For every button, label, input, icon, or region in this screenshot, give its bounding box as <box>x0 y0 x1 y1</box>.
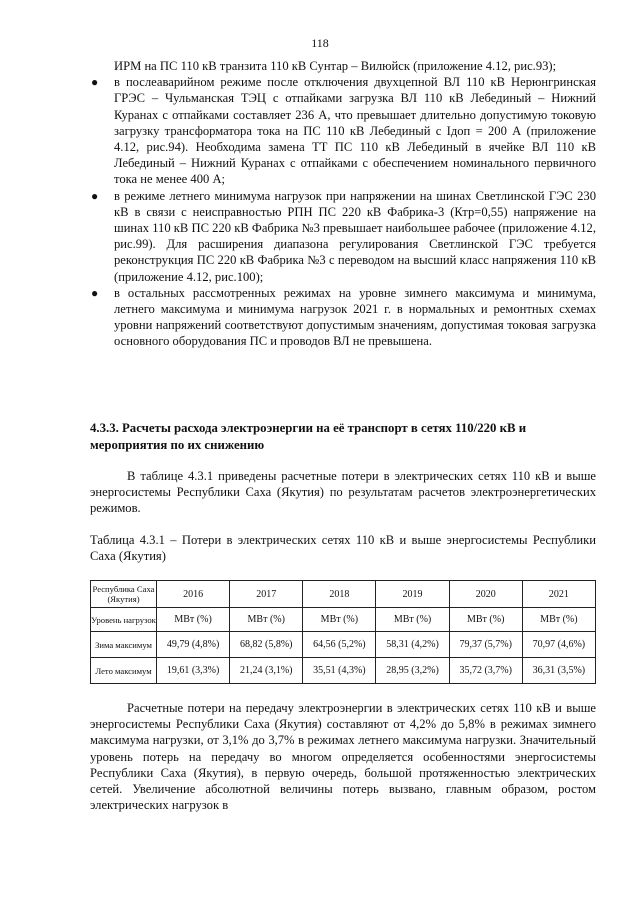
table-unit-row <box>91 608 596 632</box>
table-row <box>91 658 596 684</box>
list-item <box>90 188 596 285</box>
losses-table <box>90 580 596 684</box>
table-cell: 58,31 (4,2%) <box>376 632 449 658</box>
list-item <box>90 285 596 350</box>
table-cell: 79,37 (5,7%) <box>449 632 522 658</box>
paragraph-intro: В таблице 4.3.1 приведены расчетные потери в электрических сетях 110 кВ и выше энергосистемы Республики Саха (Якутия) по результатам расчетов электроэнергетических режимов. <box>90 469 596 516</box>
page-number: 118 <box>311 36 329 50</box>
unit-cell: МВт (%) <box>230 608 303 632</box>
bullet-icon: ● <box>91 285 99 300</box>
year-header: 2019 <box>376 581 449 608</box>
year-header: 2018 <box>303 581 376 608</box>
bullet-icon: ● <box>91 75 99 90</box>
year-header: 2020 <box>449 581 522 608</box>
table-cell: 21,24 (3,1%) <box>230 658 303 684</box>
bullet-text: в послеаварийном режиме после отключения двухцепной ВЛ 110 кВ Нерюнгринская ГРЭС – Чульманская ТЭЦ с отпайками загрузка ВЛ 110 кВ Лебединый – Нижний Куранах с отпайками составляет 236 А, что превышает длительно допустимую токовую загрузку трансформатора тока на ПС 110 кВ Лебединый с Iдоп = 200 А (приложение 4.12, рис.94). Необходима замена ТТ ПС 110 кВ Лебединый в ячейке ВЛ 110 кВ Лебединый – Нижний Куранах с отпайками с обеспечением номинального первичного тока не менее 400 А; <box>114 75 596 187</box>
row-label: Лето максимум <box>91 658 157 684</box>
table-cell: 19,61 (3,3%) <box>157 658 230 684</box>
table-cell: 70,97 (4,6%) <box>522 632 595 658</box>
list-item <box>90 74 596 187</box>
table-header-row <box>91 581 596 608</box>
intro-continuation: ИРМ на ПС 110 кВ транзита 110 кВ Сунтар – Вилюйск (приложение 4.12, рис.93); <box>114 59 557 73</box>
unit-cell: МВт (%) <box>303 608 376 632</box>
year-header: 2021 <box>522 581 595 608</box>
table-cell: 68,82 (5,8%) <box>230 632 303 658</box>
table-corner-cell: Республика Саха (Якутия) <box>91 581 157 608</box>
unit-cell: МВт (%) <box>522 608 595 632</box>
table-cell: 49,79 (4,8%) <box>157 632 230 658</box>
table-cell: 64,56 (5,2%) <box>303 632 376 658</box>
table-row <box>91 632 596 658</box>
year-header: 2017 <box>230 581 303 608</box>
table-cell: 35,51 (4,3%) <box>303 658 376 684</box>
paragraph-losses: Расчетные потери на передачу электроэнергии в электрических сетях 110 кВ и выше энергосистемы Республики Саха (Якутия) составляют от 4,2% до 5,8% в режимах зимнего максимума нагрузки, от 3,1% до 3,7% в режимах летнего максимума нагрузки. Значительный уровень потерь на передачу во многом определяется особенностями энергосистемы Республики Саха (Якутия), в первую очередь, большой протяженностью электрических сетей. Увеличение абсолютной величины потерь вызвано, главным образом, ростом электрических нагрузок в <box>90 701 596 813</box>
section-heading: 4.3.3. Расчеты расхода электроэнергии на её транспорт в сетях 110/220 кВ и мероприятия по их снижению <box>90 421 527 452</box>
bullet-icon: ● <box>91 188 99 203</box>
unit-cell: МВт (%) <box>449 608 522 632</box>
bullet-text: в остальных рассмотренных режимах на уровне зимнего максимума и минимума, летнего максимума и минимума нагрузок 2021 г. в нормальных и ремонтных схемах уровни напряжений соответствуют допустимым значениям, допустимая токовая загрузка основного оборудования ПС и проводов ВЛ не превышена. <box>114 285 596 349</box>
year-header: 2016 <box>157 581 230 608</box>
table-caption: Таблица 4.3.1 – Потери в электрических сетях 110 кВ и выше энергосистемы Республики Саха (Якутия) <box>90 533 596 564</box>
unit-row-label: Уровень нагрузок <box>91 608 157 632</box>
row-label: Зима максимум <box>91 632 157 658</box>
bullet-text: в режиме летнего минимума нагрузок при напряжении на шинах Светлинской ГЭС 230 кВ в связи с неисправностью РПН ПС 220 кВ Фабрика-3 (Ктр=0,55) напряжение на шинах 110 кВ ПС 220 кВ Фабрика №3 превышает наибольшее рабочее (приложение 4.12, рис.99). Для расширения диапазона регулирования Светлинской ГЭС требуется реконструкция ПС 220 кВ Фабрика №3 с переводом на высший класс напряжения 110 кВ (приложение 4.12, рис.100); <box>114 188 596 284</box>
unit-cell: МВт (%) <box>376 608 449 632</box>
bullet-list <box>90 58 596 350</box>
table-cell: 36,31 (3,5%) <box>522 658 595 684</box>
table-cell: 35,72 (3,7%) <box>449 658 522 684</box>
table-cell: 28,95 (3,2%) <box>376 658 449 684</box>
unit-cell: МВт (%) <box>157 608 230 632</box>
